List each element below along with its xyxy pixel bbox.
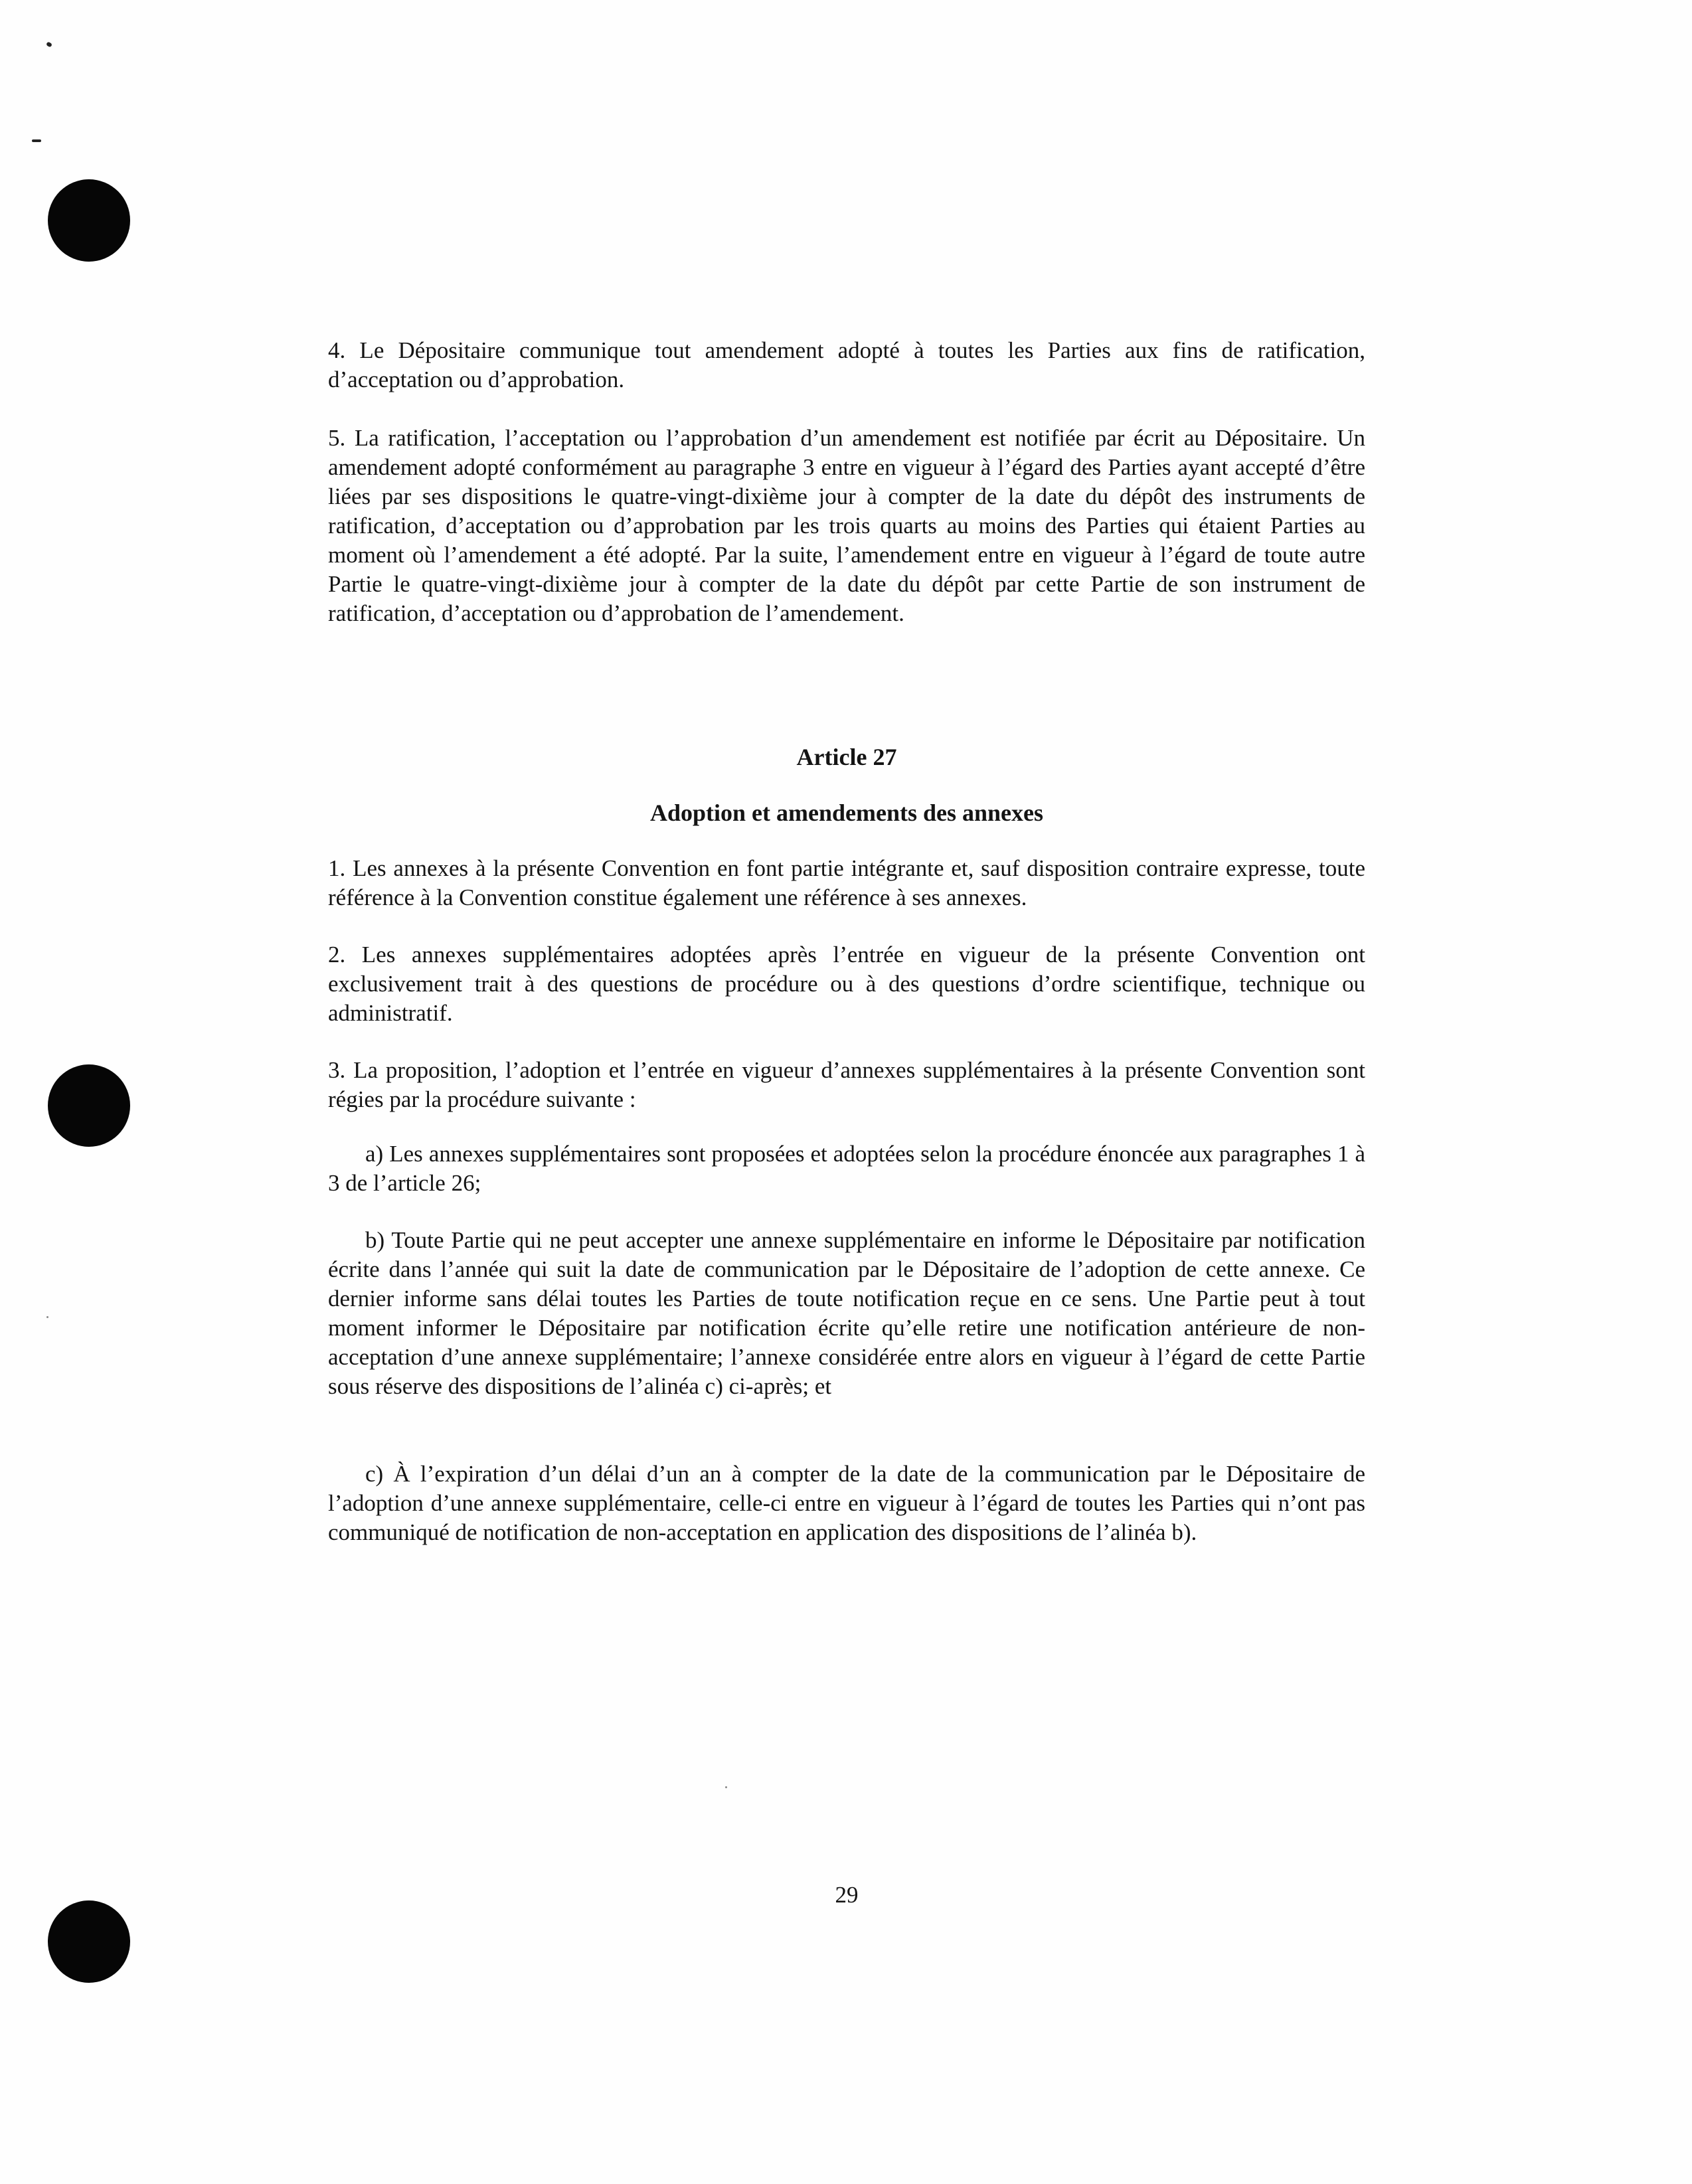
punch-hole-top [48, 179, 130, 262]
subparagraph-b: b) Toute Partie qui ne peut accepter une annexe supplémentaire en informe le Dépositaire par notification écrite dans l’année qui suit la date de communication par le Dépositaire de l’adoption de cette annexe. Ce dernier informe sans délai toutes les Parties de toute notification reçue en ce sens. Une Partie peut à tout moment informer le Dépositaire par notification écrite qu’elle retire une notification antérieure de non-acceptation d’une annexe supplémentaire; l’annexe considérée entre alors en vigueur à l’égard de cette Partie sous réserve des dispositions de l’alinéa c) ci-après; et [328, 1227, 1365, 1399]
article-title: Article 27 [796, 744, 897, 770]
article-paragraph-2: 2. Les annexes supplémentaires adoptées après l’entrée en vigueur de la présente Convention ont exclusivement trait à des questions de procédure ou à des questions d’ordre scientifique, technique ou administratif. [328, 942, 1365, 1026]
subparagraph-c: c) À l’expiration d’un délai d’un an à compter de la date de la communication par le Dépositaire de l’adoption d’une annexe supplémentaire, celle-ci entre en vigueur à l’égard de toutes les Parties qui n’ont pas communiqué de notification de non-acceptation en application des dispositions de l’alinéa b). [328, 1461, 1365, 1545]
scan-speck [46, 41, 52, 47]
punch-hole-middle [48, 1064, 130, 1147]
scan-speck [46, 1316, 48, 1318]
punch-hole-bottom [48, 1900, 130, 1983]
article-paragraph-3: 3. La proposition, l’adoption et l’entrée en vigueur d’annexes supplémentaires à la présente Convention sont régies par la procédure suivante : [328, 1057, 1365, 1112]
article-paragraph-1: 1. Les annexes à la présente Convention en font partie intégrante et, sauf disposition contraire expresse, toute référence à la Convention constitue également une référence à ses annexes. [328, 855, 1365, 910]
article-subtitle: Adoption et amendements des annexes [649, 799, 1043, 826]
page-number: 29 [835, 1882, 859, 1908]
scan-speck [32, 139, 41, 142]
scan-speck [725, 1786, 727, 1788]
paragraph-5: 5. La ratification, l’acceptation ou l’approbation d’un amendement est notifiée par écrit au Dépositaire. Un amendement adopté conformément au paragraphe 3 entre en vigueur à l’égard des Parties ayant accepté d’être liées par ses dispositions le quatre-vingt-dixième jour à compter de la date du dépôt des instruments de ratification, d’acceptation ou d’approbation par les trois quarts au moins des Parties qui étaient Parties au moment où l’amendement a été adopté. Par la suite, l’amendement entre en vigueur à l’égard de toute autre Partie le quatre-vingt-dixième jour à compter de la date du dépôt par cette Partie de son instrument de ratification, d’acceptation ou d’approbation de l’amendement. [328, 425, 1365, 626]
subparagraph-a: a) Les annexes supplémentaires sont proposées et adoptées selon la procédure énoncée aux paragraphes 1 à 3 de l’article 26; [328, 1141, 1365, 1196]
paragraph-4: 4. Le Dépositaire communique tout amendement adopté à toutes les Parties aux fins de ratification, d’acceptation ou d’approbation. [328, 337, 1365, 392]
